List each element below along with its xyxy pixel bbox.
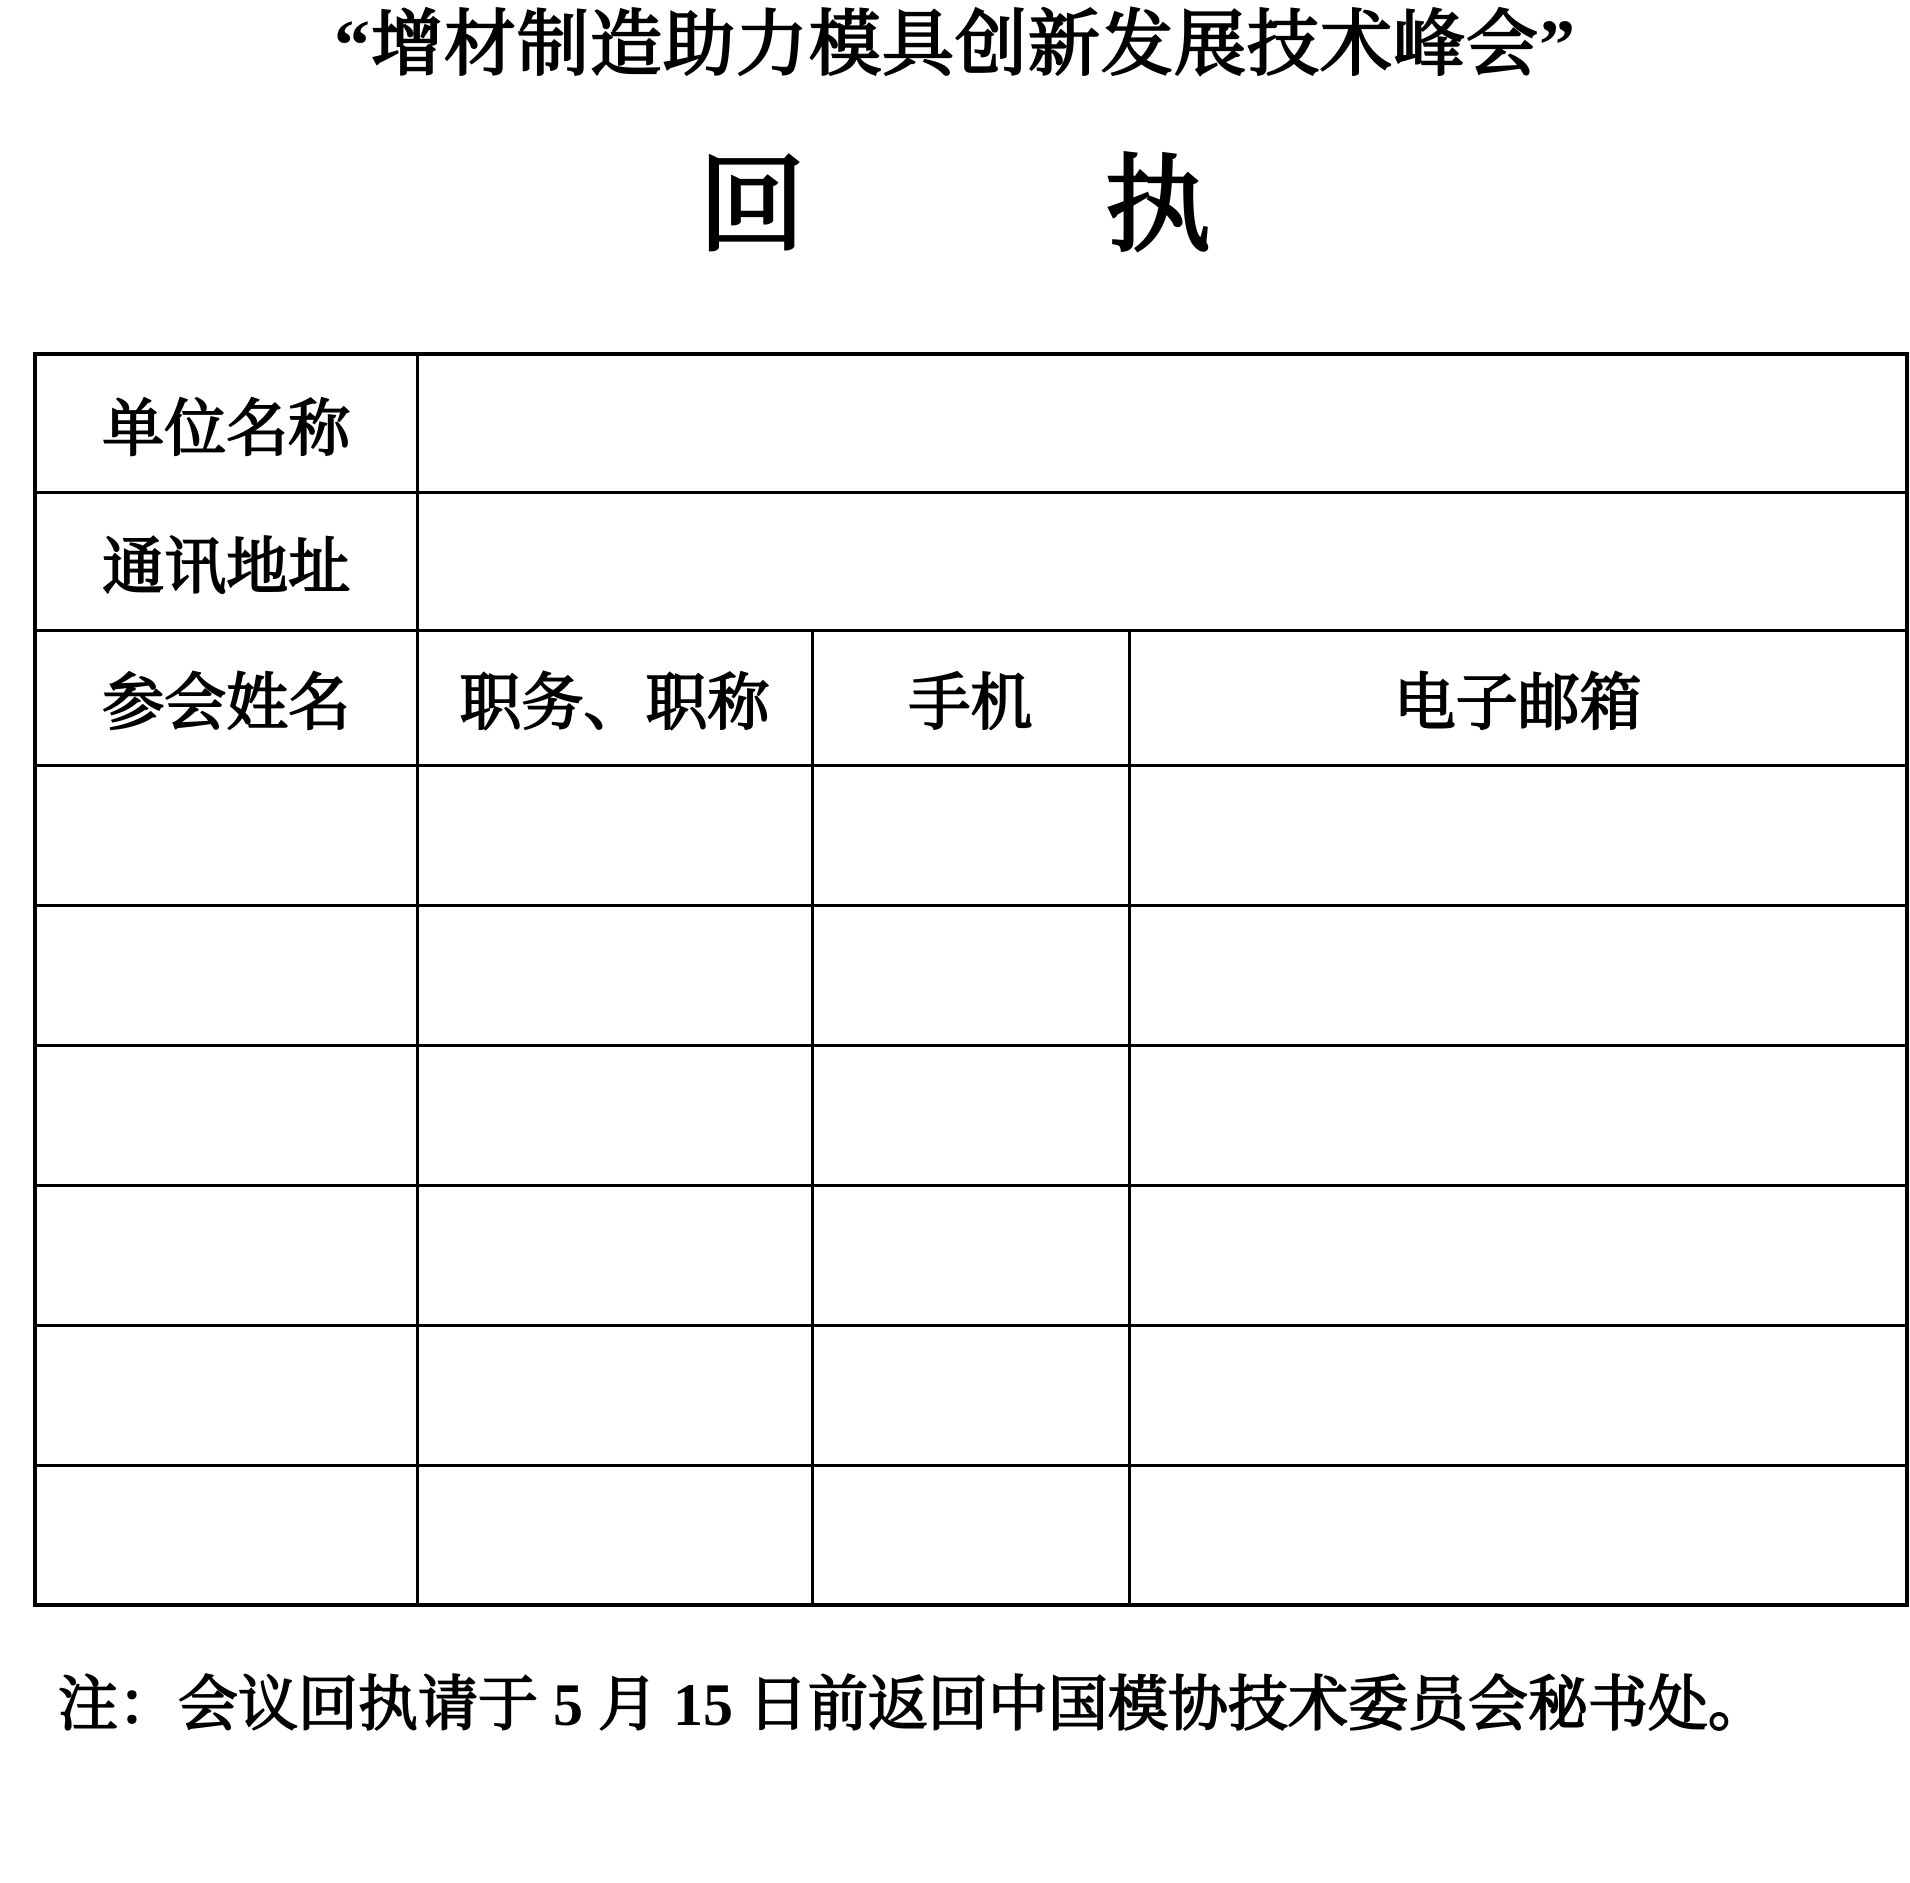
attendee-row [35,1465,1907,1605]
unit-name-label: 单位名称 [35,354,417,492]
attendee-cell[interactable] [812,1325,1129,1465]
address-row [35,492,1907,630]
attendee-cell[interactable] [35,765,417,905]
attendee-cell[interactable] [812,905,1129,1045]
attendee-cell[interactable] [1129,1465,1907,1605]
attendee-cell[interactable] [417,1465,812,1605]
attendee-row [35,905,1907,1045]
attendee-cell[interactable] [417,1045,812,1185]
unit-name-row [35,354,1907,492]
reply-title [0,148,1910,265]
attendee-cell[interactable] [1129,765,1907,905]
attendee-cell[interactable] [1129,1325,1907,1465]
reply-title-char-left: 回 [699,148,805,265]
attendee-row [35,765,1907,905]
attendee-row [35,1185,1907,1325]
attendee-cell[interactable] [1129,1185,1907,1325]
attendee-cell[interactable] [1129,905,1907,1045]
attendee-cell[interactable] [35,1045,417,1185]
col-header-position-title: 职务、职称 [417,630,812,765]
conference-title: “增材制造助力模具创新发展技术峰会” [333,5,1576,85]
col-header-email: 电子邮箱 [1129,630,1907,765]
col-header-mobile: 手机 [812,630,1129,765]
attendee-row [35,1045,1907,1185]
attendee-cell[interactable] [417,765,812,905]
col-header-attendee-name: 参会姓名 [35,630,417,765]
attendee-header-row [35,630,1907,765]
address-label: 通讯地址 [35,492,417,630]
attendee-cell[interactable] [417,1185,812,1325]
reply-form-table [33,352,1909,1607]
attendee-cell[interactable] [1129,1045,1907,1185]
attendee-cell[interactable] [812,1465,1129,1605]
attendee-cell[interactable] [35,1185,417,1325]
attendee-row [35,1325,1907,1465]
unit-name-field[interactable] [417,354,1907,492]
attendee-cell[interactable] [417,1325,812,1465]
reply-title-char-right: 执 [1105,148,1211,265]
attendee-cell[interactable] [812,1045,1129,1185]
attendee-cell[interactable] [417,905,812,1045]
attendee-cell[interactable] [35,1465,417,1605]
attendee-cell[interactable] [35,1325,417,1465]
attendee-cell[interactable] [35,905,417,1045]
attendee-cell[interactable] [812,1185,1129,1325]
return-deadline-note: 注：会议回执请于 5 月 15 日前返回中国模协技术委员会秘书处。 [58,1672,1768,1738]
address-field[interactable] [417,492,1907,630]
attendee-cell[interactable] [812,765,1129,905]
